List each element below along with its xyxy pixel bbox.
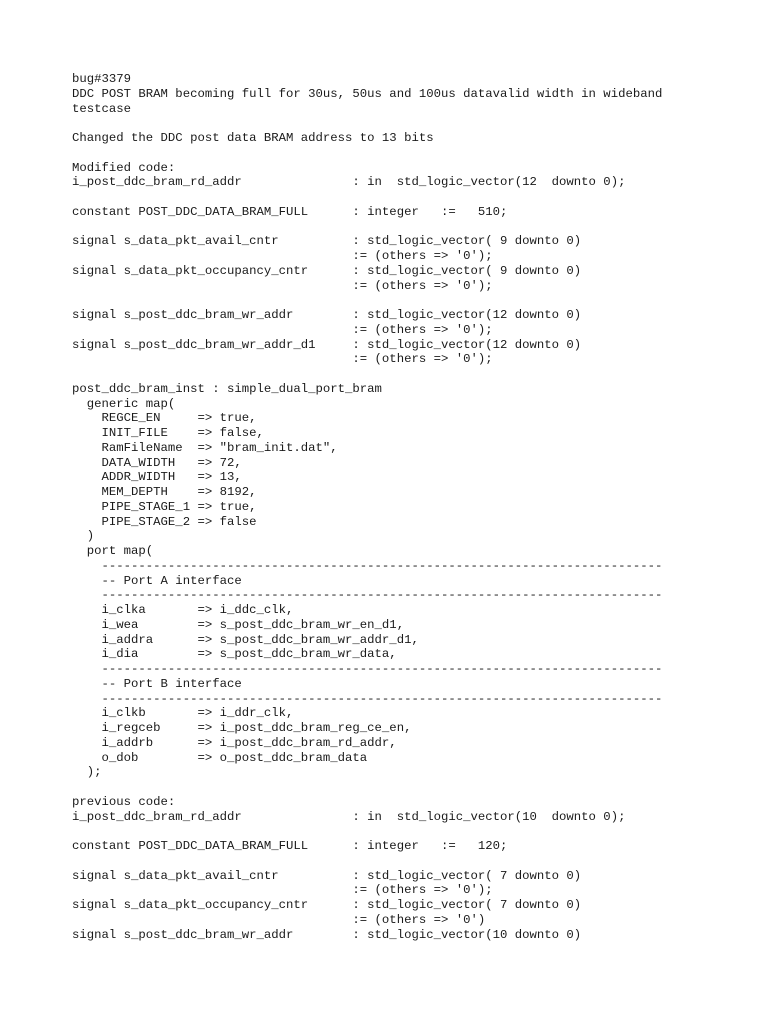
doc-line bbox=[72, 190, 732, 205]
doc-line: generic map( bbox=[72, 396, 176, 411]
doc-line: signal s_post_ddc_bram_wr_addr_d1 : std_logic_vector(12 downto 0) bbox=[72, 337, 582, 352]
doc-line: -- Port A interface bbox=[72, 573, 242, 588]
doc-line: := (others => '0') bbox=[72, 912, 486, 927]
doc-line: i_clka => i_ddc_clk, bbox=[72, 603, 294, 617]
doc-line: i_wea => s_post_ddc_bram_wr_en_d1, bbox=[72, 617, 405, 632]
doc-line: port map( bbox=[72, 544, 154, 558]
doc-line: ---------------------------------------------------------------------------- bbox=[72, 588, 663, 603]
doc-line: ADDR_WIDTH => 13, bbox=[72, 470, 242, 485]
doc-line: ); bbox=[72, 765, 102, 780]
doc-line: Modified code: bbox=[72, 160, 176, 175]
doc-line: := (others => '0'); bbox=[72, 249, 493, 263]
doc-line bbox=[72, 116, 732, 131]
doc-line: signal s_data_pkt_occupancy_cntr : std_logic_vector( 7 downto 0) bbox=[72, 898, 582, 912]
doc-line bbox=[72, 780, 732, 795]
doc-line: previous code: bbox=[72, 794, 176, 809]
doc-line: MEM_DEPTH => 8192, bbox=[72, 485, 257, 499]
doc-line: i_post_ddc_bram_rd_addr : in std_logic_vector(10 downto 0); bbox=[72, 809, 626, 824]
doc-line: DDC POST BRAM becoming full for 30us, 50us and 100us datavalid width in wideband bbox=[72, 86, 663, 101]
doc-line: post_ddc_bram_inst : simple_dual_port_bram bbox=[72, 381, 382, 396]
doc-line: REGCE_EN => true, bbox=[72, 411, 257, 426]
doc-line: signal s_post_ddc_bram_wr_addr : std_logic_vector(12 downto 0) bbox=[72, 308, 582, 322]
doc-line bbox=[72, 146, 732, 161]
doc-line bbox=[72, 293, 732, 308]
doc-line: bug#3379 bbox=[72, 72, 132, 86]
doc-line bbox=[72, 824, 732, 839]
doc-line: DATA_WIDTH => 72, bbox=[72, 455, 242, 470]
doc-line: signal s_post_ddc_bram_wr_addr : std_logic_vector(10 downto 0) bbox=[72, 927, 582, 942]
doc-line: i_post_ddc_bram_rd_addr : in std_logic_vector(12 downto 0); bbox=[72, 175, 626, 190]
doc-line: := (others => '0'); bbox=[72, 322, 493, 337]
document-page bbox=[72, 72, 732, 942]
doc-line: Changed the DDC post data BRAM address to 13 bits bbox=[72, 131, 434, 145]
doc-line: i_regceb => i_post_ddc_bram_reg_ce_en, bbox=[72, 721, 412, 735]
doc-line: constant POST_DDC_DATA_BRAM_FULL : integer := 510; bbox=[72, 204, 508, 219]
doc-line: ---------------------------------------------------------------------------- bbox=[72, 662, 663, 676]
doc-line: RamFileName => "bram_init.dat", bbox=[72, 440, 338, 455]
doc-line: PIPE_STAGE_2 => false bbox=[72, 514, 257, 529]
doc-line: signal s_data_pkt_occupancy_cntr : std_logic_vector( 9 downto 0) bbox=[72, 263, 582, 278]
doc-line: i_dia => s_post_ddc_bram_wr_data, bbox=[72, 647, 397, 662]
doc-line: ---------------------------------------------------------------------------- bbox=[72, 558, 663, 573]
doc-line bbox=[72, 854, 732, 869]
doc-line: testcase bbox=[72, 101, 132, 116]
doc-line: -- Port B interface bbox=[72, 676, 242, 691]
doc-line: := (others => '0'); bbox=[72, 352, 493, 367]
doc-line: i_clkb => i_ddr_clk, bbox=[72, 706, 294, 721]
doc-line: ---------------------------------------------------------------------------- bbox=[72, 691, 663, 706]
doc-line: constant POST_DDC_DATA_BRAM_FULL : integer := 120; bbox=[72, 839, 508, 853]
doc-line: PIPE_STAGE_1 => true, bbox=[72, 499, 257, 514]
doc-line bbox=[72, 367, 732, 382]
doc-line: o_dob => o_post_ddc_bram_data bbox=[72, 750, 368, 765]
doc-line: signal s_data_pkt_avail_cntr : std_logic_vector( 9 downto 0) bbox=[72, 234, 582, 249]
doc-line bbox=[72, 220, 732, 235]
doc-line: := (others => '0'); bbox=[72, 278, 493, 293]
doc-line: i_addrb => i_post_ddc_bram_rd_addr, bbox=[72, 735, 397, 750]
doc-line: signal s_data_pkt_avail_cntr : std_logic_vector( 7 downto 0) bbox=[72, 868, 582, 883]
doc-line: := (others => '0'); bbox=[72, 883, 493, 898]
doc-line: ) bbox=[72, 529, 95, 544]
doc-line: i_addra => s_post_ddc_bram_wr_addr_d1, bbox=[72, 632, 419, 647]
doc-line: INIT_FILE => false, bbox=[72, 426, 264, 440]
